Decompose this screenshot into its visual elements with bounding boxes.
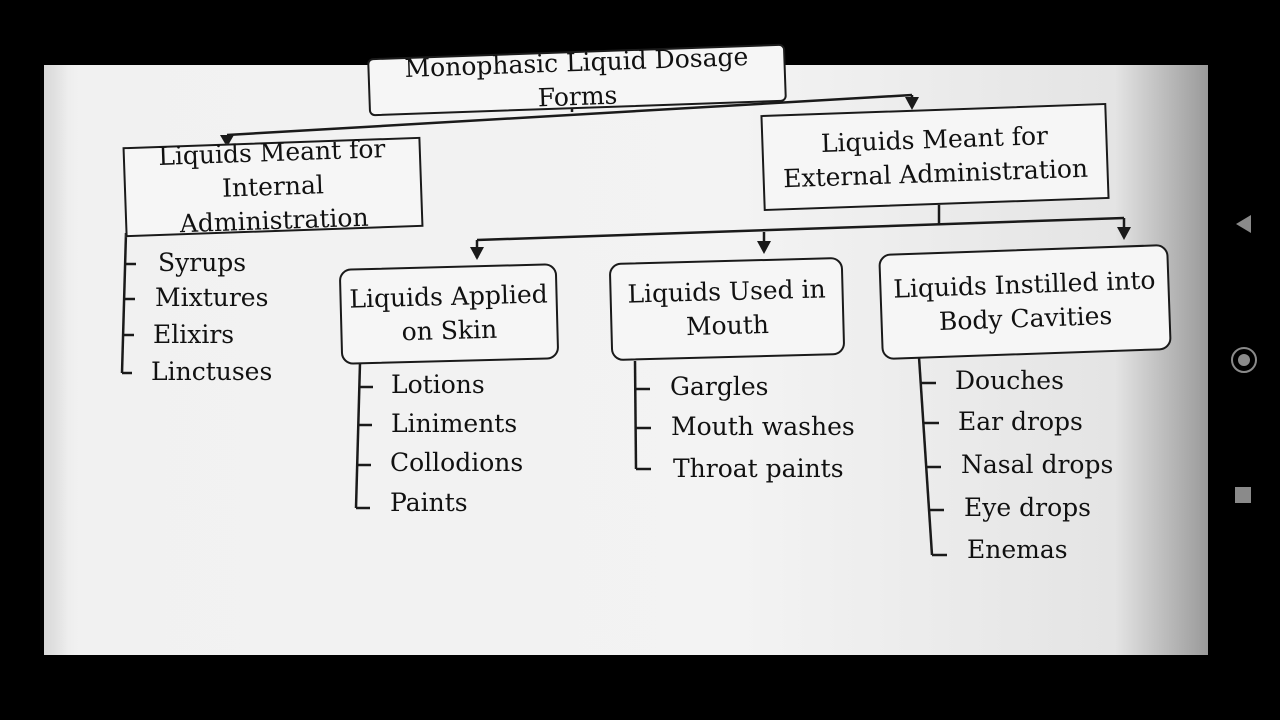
list-item: Nasal drops: [961, 450, 1114, 479]
list-item: Ear drops: [958, 407, 1083, 436]
home-icon[interactable]: [1230, 346, 1258, 374]
recents-icon[interactable]: [1230, 482, 1258, 510]
list-item: Paints: [390, 488, 468, 517]
list-item: Gargles: [670, 372, 769, 401]
list-item: Mouth washes: [671, 412, 855, 441]
root-label: Monophasic Liquid Dosage Forms: [404, 42, 749, 113]
list-item: Collodions: [390, 448, 524, 477]
list-item: Throat paints: [673, 454, 844, 483]
internal-node: [123, 134, 424, 239]
skin-node: [339, 263, 559, 365]
external-node: [760, 103, 1109, 211]
internal-label: Liquids Meant for Internal Administration: [157, 134, 386, 239]
list-item: Syrups: [158, 248, 247, 277]
list-item: Liniments: [391, 409, 518, 438]
root-node: [367, 44, 787, 117]
list-item: Lotions: [391, 370, 485, 399]
mouth-label: Liquids Used in Mouth: [627, 274, 826, 342]
back-icon[interactable]: [1230, 210, 1258, 238]
document-page: [44, 42, 1208, 655]
skin-label: Liquids Applied on Skin: [349, 279, 549, 347]
navigation-bar: [1208, 0, 1280, 720]
cavities-label: Liquids Instilled into Body Cavities: [892, 265, 1156, 337]
list-item: Douches: [955, 366, 1064, 395]
list-item: Linctuses: [151, 357, 273, 386]
external-label: Liquids Meant for External Administration: [782, 121, 1089, 194]
list-item: Elixirs: [153, 320, 235, 349]
mouth-node: [609, 257, 845, 361]
list-item: Mixtures: [155, 283, 269, 312]
list-item: Enemas: [967, 535, 1068, 564]
cavities-node: [878, 244, 1172, 360]
list-item: Eye drops: [964, 493, 1091, 522]
